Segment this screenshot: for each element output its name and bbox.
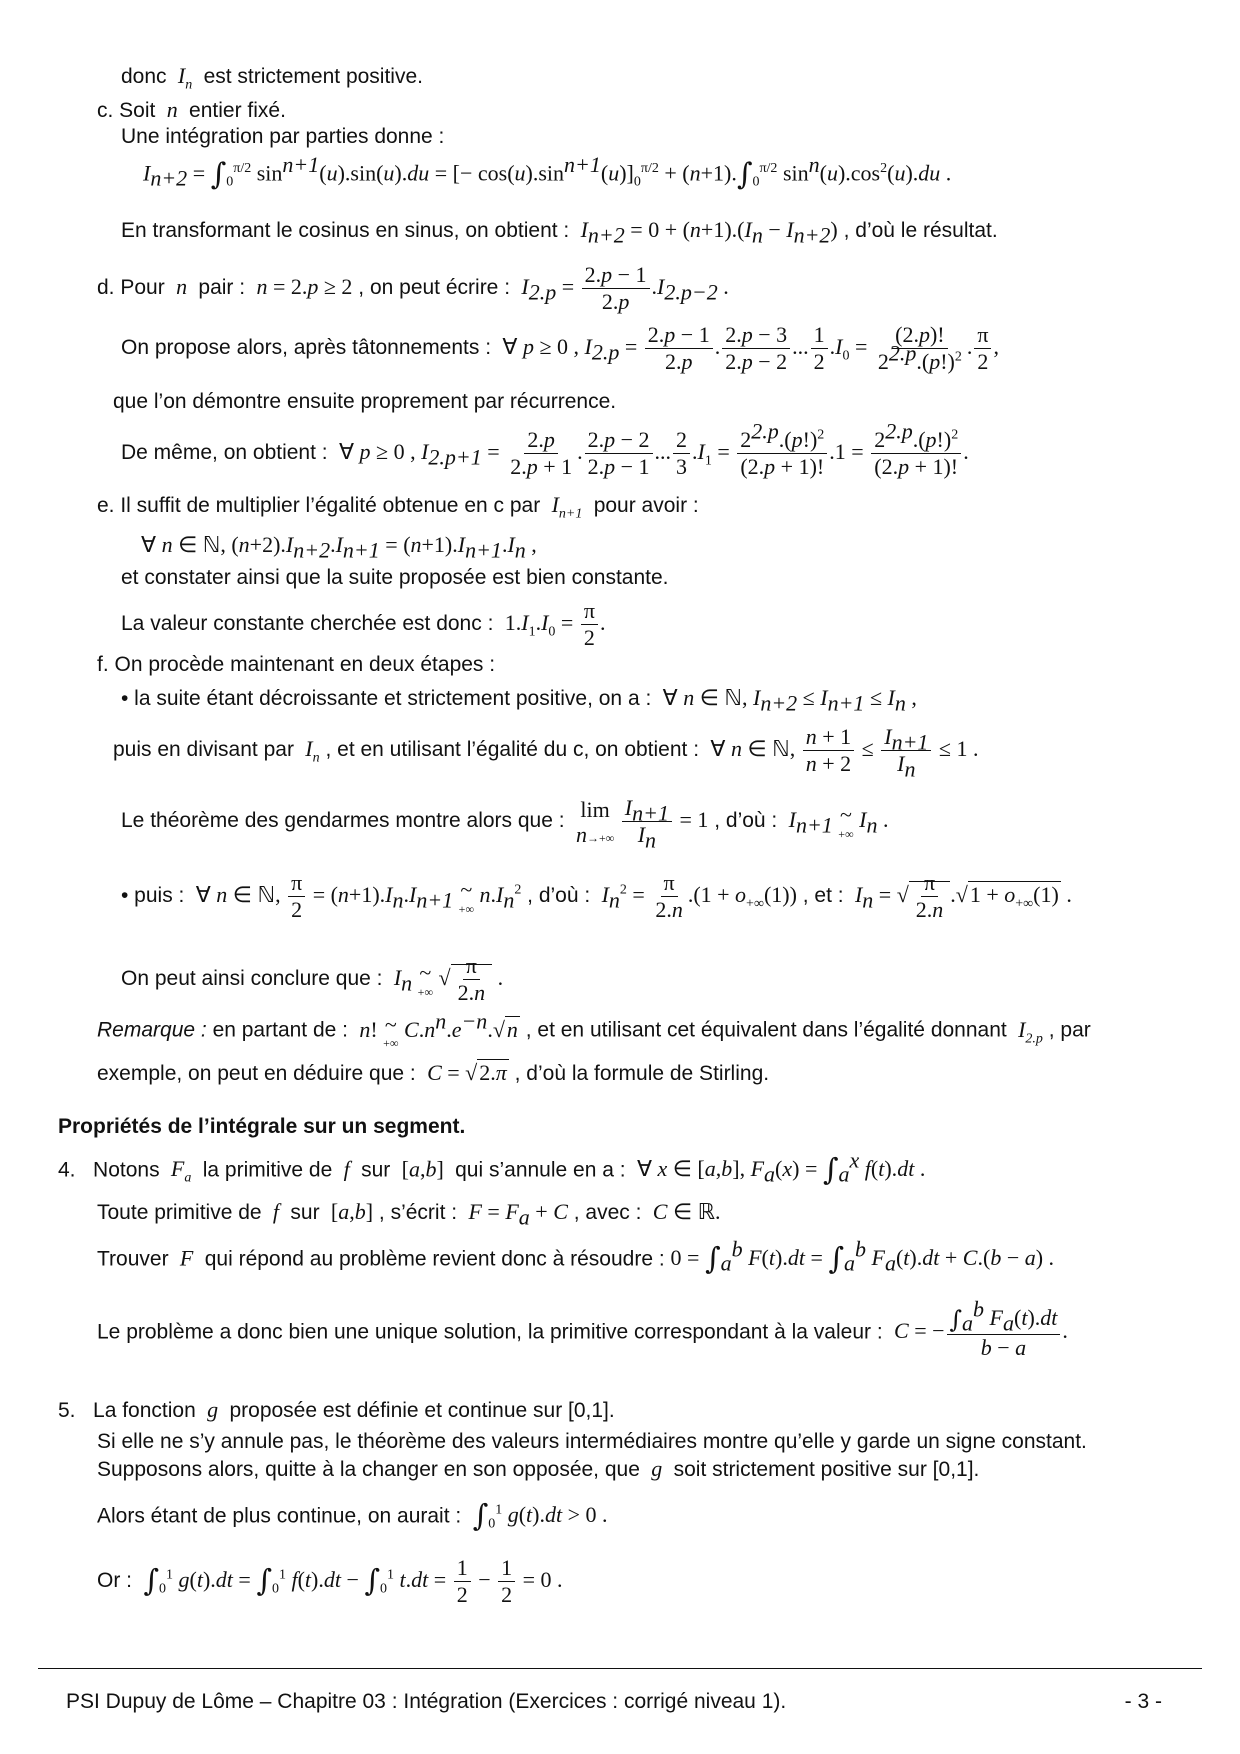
math: $\int_0^1$ g(t).dt > 0 . bbox=[472, 1499, 608, 1534]
text: Alors étant de plus continue, on aurait : bbox=[97, 1504, 462, 1528]
text: , d’où : bbox=[714, 808, 778, 832]
text: , par bbox=[1048, 1018, 1091, 1042]
math: $F = F_a + C$ bbox=[468, 1199, 568, 1230]
text-line bbox=[97, 1236, 1055, 1278]
math: $\int_0^1$ $g(t).dt = \int_0^1$ $f(t).dt - \int_0^1$ t.dt = $\frac{1}{2}$ − $\frac{1}{2}$ = 0 . bbox=[143, 1555, 563, 1608]
text: puis en divisant par bbox=[113, 737, 294, 761]
math: $I_n$ bbox=[172, 63, 193, 93]
text: • la suite étant décroissante et strictement positive, on a : bbox=[121, 687, 652, 710]
math: g bbox=[645, 1456, 668, 1481]
text-line bbox=[97, 492, 699, 522]
text: On peut ainsi conclure que : bbox=[121, 966, 383, 990]
text: Le théorème des gendarmes montre alors que : bbox=[121, 808, 565, 832]
text-line bbox=[121, 870, 1072, 924]
text-line bbox=[121, 322, 999, 376]
math: $I_{n+1}$ bbox=[546, 492, 583, 522]
math: $I_n$ bbox=[299, 735, 320, 766]
math: ∀ x ∈ [a,b], $F_a(x) = \int_a^x$ f(t).dt . bbox=[631, 1147, 926, 1188]
text: On propose alors, après tâtonnements : bbox=[121, 335, 492, 359]
math: n = 2.p ≥ 2 bbox=[256, 273, 353, 299]
text: , et en utilisant cet équivalent dans l’égalité donnant bbox=[525, 1018, 1007, 1042]
text-line bbox=[97, 1555, 563, 1609]
text: , on peut écrire : bbox=[358, 275, 511, 299]
math: $I_{n+1}$ ~ +∞ $I_n$ . bbox=[788, 802, 889, 841]
text: Supposons alors, quitte à la changer en son opposée, que bbox=[97, 1458, 640, 1481]
math: $1.I_1.I_0$ = $\frac{\pi}{2}$ . bbox=[499, 598, 606, 651]
text-line bbox=[97, 1296, 1068, 1362]
text: , et : bbox=[802, 883, 844, 907]
text: Notons bbox=[93, 1158, 160, 1182]
text-line bbox=[97, 1456, 979, 1482]
text-line: Une intégration par parties donne : bbox=[121, 125, 445, 148]
footer-text: PSI Dupuy de Lôme – Chapitre 03 : Intégration (Exercices : corrigé niveau 1). bbox=[66, 1690, 787, 1713]
text: qui répond au problème revient donc à résoudre : bbox=[204, 1247, 665, 1271]
text-line bbox=[121, 953, 503, 1007]
text-line bbox=[97, 1008, 1091, 1051]
text: d. Pour bbox=[97, 275, 165, 299]
math: ∀ p ≥ 0 , $I_{2.p}$ = $\frac{2.p - 1}{2.p}$ . $\frac{2.p - 3}{2.p - 2}$ ... $\frac{1}{2}$ $.I_0$ = $\frac{(2.p)!}{2^{2.p}.(p!)^2}$ . $\frac{\pi}{2}$ , bbox=[496, 322, 999, 375]
math: [a,b] bbox=[396, 1156, 450, 1182]
math: [a,b] bbox=[325, 1199, 374, 1224]
math: g bbox=[201, 1397, 224, 1422]
text: proposée est définie et continue sur [0,1]. bbox=[229, 1399, 615, 1422]
text: donc bbox=[121, 65, 167, 88]
math: n bbox=[170, 273, 193, 299]
text-line bbox=[97, 262, 729, 316]
page-number: - 3 - bbox=[1124, 1690, 1162, 1713]
text: , avec : bbox=[573, 1201, 642, 1224]
item-number: 4. bbox=[58, 1158, 76, 1182]
text: la primitive de bbox=[202, 1158, 333, 1182]
text: pair : bbox=[198, 275, 246, 299]
text-line bbox=[121, 598, 605, 652]
text: Le problème a donc bien une unique solution, la primitive correspondant à la valeur : bbox=[97, 1320, 883, 1344]
text: entier fixé. bbox=[189, 99, 286, 122]
text: exemple, on peut en déduire que : bbox=[97, 1062, 416, 1085]
math: ∀ n ∈ ℕ, $\frac{n + 1}{n + 2}$ ≤ $\frac{I_{n+1}}{I_n}$ ≤ 1 . bbox=[704, 724, 979, 782]
math: $I_{n+2} = 0 + (n+1).(I_n - I_{n+2})$ bbox=[580, 217, 838, 248]
text: , d’où : bbox=[527, 883, 591, 907]
text-line bbox=[97, 1060, 769, 1086]
math: f bbox=[338, 1156, 356, 1182]
math: C = √2.π bbox=[427, 1060, 507, 1085]
text-line bbox=[97, 1500, 608, 1535]
text-line: Si elle ne s’y annule pas, le théorème des valeurs intermédiaires montre qu’elle y garde un signe constant. bbox=[97, 1430, 1087, 1453]
math: n! ~ +∞ $C.n^n.e^{-n}.√n$ bbox=[359, 1008, 518, 1051]
math: f bbox=[267, 1199, 285, 1224]
text: La fonction bbox=[93, 1399, 196, 1422]
text-line bbox=[58, 1147, 926, 1189]
text: • puis : bbox=[121, 883, 185, 907]
text-line bbox=[97, 97, 286, 123]
math: $F_a$ bbox=[165, 1156, 192, 1186]
text-line: f. On procède maintenant en deux étapes : bbox=[97, 653, 496, 676]
text-line bbox=[113, 724, 979, 782]
text-line bbox=[121, 418, 969, 481]
footer-rule bbox=[38, 1668, 1202, 1669]
text: , d’où la formule de Stirling. bbox=[514, 1062, 770, 1085]
math: $I_n^2$ = $\frac{\pi}{2.n}$ $.(1 + o_{+\infty}(1))$ bbox=[601, 870, 797, 923]
text: est strictement positive. bbox=[203, 65, 423, 88]
text-line bbox=[121, 217, 998, 248]
math: lim n→+∞ $\frac{I_{n+1}}{I_n}$ = 1 bbox=[575, 795, 709, 853]
text: En transformant le cosinus en sinus, on obtient : bbox=[121, 219, 570, 242]
text: sur bbox=[361, 1158, 391, 1182]
math: $I_{2.p}$ = $\frac{2.p - 1}{2.p}$ $.I_{2.p-2}$ . bbox=[521, 262, 729, 315]
text-line: et constater ainsi que la suite proposée est bien constante. bbox=[121, 566, 669, 589]
text: Trouver bbox=[97, 1247, 169, 1271]
item-number: 5. bbox=[58, 1399, 76, 1422]
text-line bbox=[58, 1397, 615, 1423]
text-line bbox=[121, 685, 917, 716]
math: $I_{2.p}$ bbox=[1012, 1016, 1043, 1046]
text: Toute primitive de bbox=[97, 1201, 262, 1224]
formula: ∀ n ∈ ℕ, $(n+2).I_{n+2}.I_{n+1} = (n+1).I_{n+1}.I_n$ , bbox=[141, 532, 537, 563]
text: qui s’annule en a : bbox=[455, 1158, 626, 1182]
math: $0 = \int_a^b$ $F(t).dt = \int_a^b$ $F_a(t).dt + C.(b - a)$ . bbox=[670, 1236, 1055, 1277]
formula: $I_{n+2} = \int_0^{\pi/2}$ $\sin^{n+1}(u).\sin(u).du$ = [− $\cos(u).\sin^{n+1}(u)]_0^{\pi/2} + (n+1).\int_0^{\pi/2}$ $\sin^n(u).\cos^2(u).du$ . bbox=[143, 151, 952, 192]
math: ∀ n ∈ ℕ, $\frac{\pi}{2}$ = $(n+1).I_n.I_{n+1}$ ~ +∞ $n.I_n^2$ bbox=[190, 870, 522, 923]
text: La valeur constante cherchée est donc : bbox=[121, 611, 494, 635]
text: , et en utilisant l’égalité du c, on obtient : bbox=[325, 737, 700, 761]
math: C = − $\frac{\int_a^b F_a(t).dt}{b - a}$ . bbox=[894, 1296, 1068, 1361]
text: sur bbox=[290, 1201, 320, 1224]
math: C ∈ ℝ. bbox=[652, 1199, 721, 1224]
math: $I_n$ ~ +∞ √ $\frac{\pi}{2.n}$ . bbox=[393, 953, 504, 1006]
text-line bbox=[121, 63, 423, 93]
text: c. Soit bbox=[97, 99, 156, 122]
text-line bbox=[97, 1199, 721, 1230]
text: Remarque : bbox=[97, 1018, 207, 1042]
text: e. Il suffit de multiplier l’égalité obtenue en c par bbox=[97, 494, 541, 517]
text: en partant de : bbox=[212, 1018, 348, 1042]
text: , d’où le résultat. bbox=[843, 219, 998, 242]
math: ∀ n ∈ ℕ, $I_{n+2} \le I_{n+1} \le I_n$ , bbox=[657, 685, 917, 716]
text-line: que l’on démontre ensuite proprement par récurrence. bbox=[113, 390, 617, 413]
text: Or : bbox=[97, 1568, 132, 1592]
text-line bbox=[121, 795, 889, 853]
math: F bbox=[174, 1245, 199, 1271]
math: ∀ p ≥ 0 , $I_{2.p+1}$ = $\frac{2.p}{2.p + 1}$ . $\frac{2.p - 2}{2.p - 1}$ ... $\frac{2}{3}$ $.I_1$ = $\frac{2^{2.p}.(p!)^2}{(2.p + 1)!}$ .1 = $\frac{2^{2.p}.(p!)^2}{(2.p + 1)!}$ . bbox=[333, 418, 969, 480]
text: , s’écrit : bbox=[378, 1201, 458, 1224]
text: De même, on obtient : bbox=[121, 440, 328, 464]
text: pour avoir : bbox=[593, 494, 699, 517]
section-title: Propriétés de l’intégrale sur un segment. bbox=[58, 1115, 466, 1138]
math: n bbox=[161, 97, 184, 122]
math: $I_n$ = √ $\frac{\pi}{2.n}$ $.√1 + o_{+\infty}(1)$ . bbox=[854, 870, 1072, 923]
text: soit strictement positive sur [0,1]. bbox=[673, 1458, 980, 1481]
